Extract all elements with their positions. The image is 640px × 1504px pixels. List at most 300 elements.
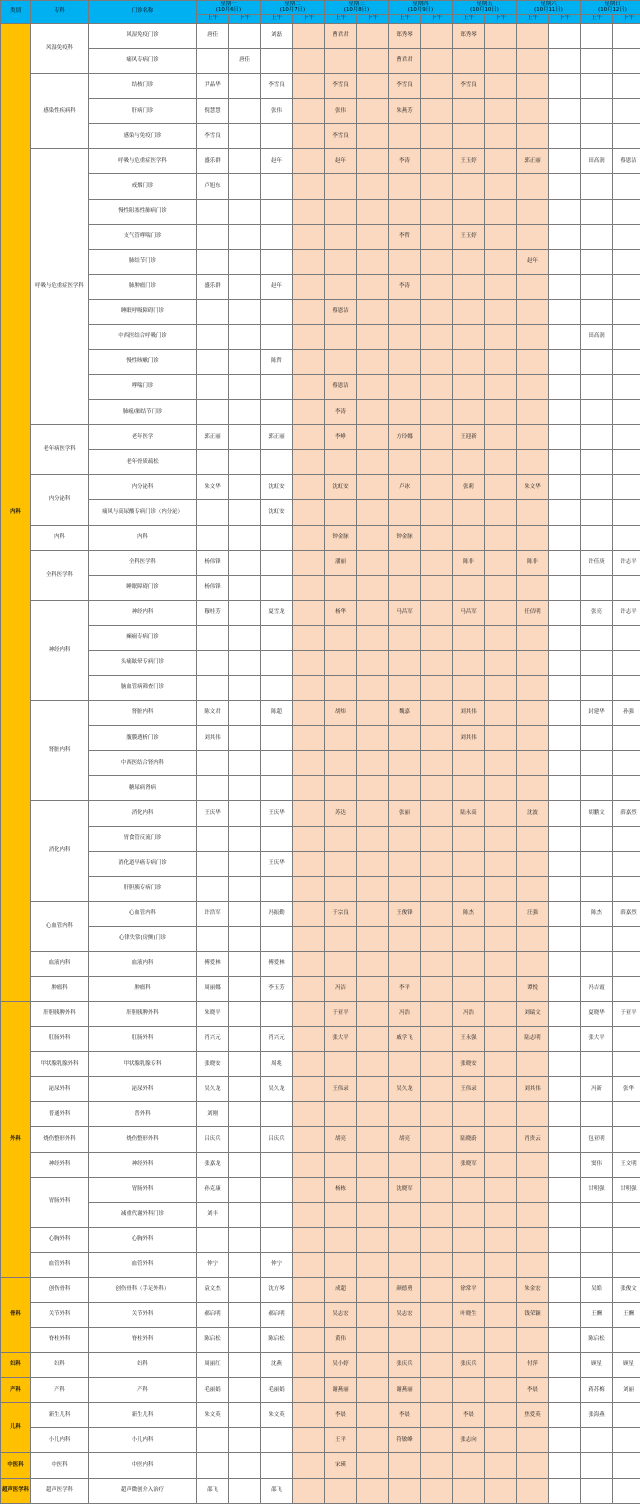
doctor-cell: 张大平	[325, 1027, 357, 1052]
doctor-cell	[325, 776, 357, 801]
doctor-cell	[453, 350, 485, 375]
doctor-cell	[453, 450, 485, 475]
clinic-name-cell[interactable]: 腹膜透析门诊	[89, 726, 197, 751]
doctor-cell	[229, 199, 261, 224]
doctor-cell	[485, 174, 517, 199]
clinic-name-cell[interactable]: 超声微创介入治疗	[89, 1478, 197, 1503]
doctor-cell: 肖贵云	[517, 1127, 549, 1152]
clinic-name-cell[interactable]: 结核门诊	[89, 74, 197, 99]
doctor-cell: 吴久龙	[389, 1077, 421, 1102]
clinic-name-cell[interactable]: 消化内科	[89, 801, 197, 826]
doctor-cell: 颜德勇	[389, 1277, 421, 1302]
doctor-cell	[485, 299, 517, 324]
doctor-cell	[421, 274, 453, 299]
doctor-cell: 苏达	[325, 801, 357, 826]
doctor-cell	[357, 801, 389, 826]
clinic-name-cell[interactable]: 肾脏内科	[89, 701, 197, 726]
doctor-cell	[485, 751, 517, 776]
doctor-cell	[453, 575, 485, 600]
doctor-cell	[453, 826, 485, 851]
clinic-name-cell[interactable]: 血管外科	[89, 1252, 197, 1277]
doctor-cell: 许志平	[613, 550, 640, 575]
clinic-name-cell[interactable]: 痛风与高尿酸专病门诊（内分泌）	[89, 500, 197, 525]
clinic-name-cell[interactable]: 糖尿病肾病	[89, 776, 197, 801]
doctor-cell: 许浩军	[197, 901, 229, 926]
doctor-cell: 胡亮	[389, 1127, 421, 1152]
clinic-name-cell[interactable]: 哮喘门诊	[89, 375, 197, 400]
table-row	[1, 400, 640, 425]
doctor-cell	[421, 726, 453, 751]
doctor-cell	[453, 199, 485, 224]
doctor-cell	[581, 851, 613, 876]
doctor-cell	[517, 24, 549, 49]
doctor-cell	[581, 876, 613, 901]
clinic-name-cell[interactable]: 肺结节门诊	[89, 249, 197, 274]
doctor-cell	[517, 274, 549, 299]
specialty-cell: 肾脏内科	[31, 701, 89, 801]
doctor-cell	[325, 1478, 357, 1503]
doctor-cell	[485, 1052, 517, 1077]
doctor-cell	[549, 500, 581, 525]
clinic-name-cell[interactable]: 肿瘤科	[89, 976, 197, 1001]
doctor-cell	[229, 1002, 261, 1027]
doctor-cell: 沈虹安	[261, 500, 293, 525]
doctor-cell	[549, 550, 581, 575]
doctor-cell	[293, 1428, 325, 1453]
doctor-cell	[549, 1277, 581, 1302]
clinic-name-cell[interactable]: 痛风专病门诊	[89, 49, 197, 74]
doctor-cell	[485, 1177, 517, 1202]
doctor-cell	[357, 1378, 389, 1403]
doctor-cell: 王迎新	[453, 425, 485, 450]
doctor-cell	[517, 525, 549, 550]
clinic-name-cell[interactable]: 新生儿科	[89, 1403, 197, 1428]
doctor-cell	[549, 274, 581, 299]
doctor-cell: 张庆兵	[389, 1353, 421, 1378]
doctor-cell	[389, 500, 421, 525]
doctor-cell: 郭正丽	[197, 425, 229, 450]
clinic-name-cell[interactable]: 心胸外科	[89, 1227, 197, 1252]
doctor-cell	[453, 776, 485, 801]
doctor-cell	[421, 1478, 453, 1503]
doctor-cell	[293, 475, 325, 500]
doctor-cell	[325, 826, 357, 851]
doctor-cell	[261, 926, 293, 951]
doctor-cell	[549, 1002, 581, 1027]
doctor-cell	[261, 299, 293, 324]
doctor-cell	[549, 324, 581, 349]
doctor-cell: 李平	[389, 976, 421, 1001]
doctor-cell: 王酬	[581, 1302, 613, 1327]
doctor-cell	[485, 1453, 517, 1478]
doctor-cell	[581, 224, 613, 249]
doctor-cell: 李玉芳	[261, 976, 293, 1001]
doctor-cell: 张晓军	[453, 1152, 485, 1177]
doctor-cell	[421, 776, 453, 801]
doctor-cell: 蔡恩洁	[325, 299, 357, 324]
doctor-cell: 杨伟锋	[197, 550, 229, 575]
clinic-name-cell[interactable]: 中西医结合呼吸门诊	[89, 324, 197, 349]
doctor-cell	[485, 901, 517, 926]
clinic-name-cell[interactable]: 创伤骨科（手足外科）	[89, 1277, 197, 1302]
doctor-cell	[549, 99, 581, 124]
doctor-cell: 田高润	[581, 324, 613, 349]
doctor-cell	[421, 24, 453, 49]
doctor-cell	[517, 926, 549, 951]
doctor-cell	[389, 650, 421, 675]
doctor-cell	[293, 299, 325, 324]
doctor-cell	[421, 826, 453, 851]
doctor-cell	[293, 951, 325, 976]
doctor-cell	[261, 525, 293, 550]
doctor-cell	[581, 650, 613, 675]
doctor-cell: 陈杰	[581, 901, 613, 926]
doctor-cell	[357, 74, 389, 99]
doctor-cell: 王平	[325, 1428, 357, 1453]
doctor-cell: 陈杰	[453, 901, 485, 926]
specialty-cell: 消化内科	[31, 801, 89, 901]
clinic-name-cell[interactable]: 睡眠呼吸障碍门诊	[89, 299, 197, 324]
doctor-cell	[357, 851, 389, 876]
doctor-cell	[229, 1353, 261, 1378]
clinic-name-cell[interactable]: 妇科	[89, 1353, 197, 1378]
clinic-name-cell[interactable]: 脑血管病筛查门诊	[89, 676, 197, 701]
doctor-cell: 李雪良	[389, 74, 421, 99]
doctor-cell	[613, 249, 640, 274]
doctor-cell	[613, 24, 640, 49]
doctor-cell	[261, 550, 293, 575]
doctor-cell	[485, 976, 517, 1001]
clinic-name-cell[interactable]: 慢性咳嗽门诊	[89, 350, 197, 375]
doctor-cell	[357, 174, 389, 199]
doctor-cell	[485, 650, 517, 675]
clinic-name-cell[interactable]: 肝胆胰脾外科	[89, 1002, 197, 1027]
doctor-cell	[549, 826, 581, 851]
clinic-name-cell[interactable]: 血液内科	[89, 951, 197, 976]
doctor-cell	[613, 99, 640, 124]
doctor-cell	[325, 500, 357, 525]
clinic-name-cell[interactable]: 中西医结合肾内科	[89, 751, 197, 776]
doctor-cell	[517, 701, 549, 726]
clinic-name-cell[interactable]: 心血管内科	[89, 901, 197, 926]
doctor-cell	[549, 1027, 581, 1052]
doctor-cell	[613, 1453, 640, 1478]
doctor-cell	[453, 1453, 485, 1478]
clinic-name-cell[interactable]: 消化道早癌专病门诊	[89, 851, 197, 876]
doctor-cell: 倪慧慧	[197, 99, 229, 124]
doctor-cell: 曹君君	[389, 49, 421, 74]
doctor-cell	[453, 1102, 485, 1127]
category-cell: 骨科	[1, 1277, 31, 1352]
doctor-cell	[261, 676, 293, 701]
clinic-name-cell[interactable]: 关节外科	[89, 1302, 197, 1327]
doctor-cell	[325, 249, 357, 274]
doctor-cell	[293, 224, 325, 249]
doctor-cell	[549, 24, 581, 49]
doctor-cell: 张海燕	[581, 1403, 613, 1428]
clinic-name-cell[interactable]: 烧伤整形外科	[89, 1127, 197, 1152]
doctor-cell	[517, 625, 549, 650]
doctor-cell: 黄伟	[325, 1328, 357, 1353]
doctor-cell	[485, 475, 517, 500]
clinic-name-cell[interactable]: 肝病门诊	[89, 99, 197, 124]
doctor-cell	[421, 1227, 453, 1252]
doctor-cell	[229, 625, 261, 650]
clinic-name-cell[interactable]: 风湿免疫门诊	[89, 24, 197, 49]
doctor-cell: 刘磊	[261, 24, 293, 49]
doctor-cell	[485, 1378, 517, 1403]
doctor-cell: 冯浩	[389, 1002, 421, 1027]
clinic-name-cell[interactable]: 心律失常(房颤)门诊	[89, 926, 197, 951]
doctor-cell: 曹君君	[325, 24, 357, 49]
doctor-cell	[549, 1127, 581, 1152]
doctor-cell	[485, 324, 517, 349]
clinic-name-cell[interactable]: 肛肠外科	[89, 1027, 197, 1052]
doctor-cell	[325, 1052, 357, 1077]
doctor-cell: 赵年	[325, 149, 357, 174]
doctor-cell: 刘其伟	[453, 726, 485, 751]
am-header: 上午	[197, 15, 229, 24]
doctor-cell: 王玉婷	[453, 149, 485, 174]
doctor-cell: 陈非	[453, 550, 485, 575]
doctor-cell	[357, 1277, 389, 1302]
doctor-cell	[421, 1252, 453, 1277]
doctor-cell	[517, 49, 549, 74]
doctor-cell	[517, 324, 549, 349]
doctor-cell	[197, 926, 229, 951]
clinic-name-cell[interactable]: 中医内科	[89, 1453, 197, 1478]
table-row	[1, 951, 640, 976]
doctor-cell	[357, 375, 389, 400]
clinic-name-cell[interactable]: 肺肿瘤门诊	[89, 274, 197, 299]
doctor-cell: 沈虹安	[261, 475, 293, 500]
doctor-cell	[261, 450, 293, 475]
clinic-name-cell[interactable]: 内科	[89, 525, 197, 550]
doctor-cell: 朱文英	[197, 1403, 229, 1428]
doctor-cell	[549, 199, 581, 224]
table-row	[1, 149, 640, 174]
doctor-cell	[293, 575, 325, 600]
clinic-name-cell[interactable]: 甲状腺乳腺专科	[89, 1052, 197, 1077]
doctor-cell: 李晨	[325, 1403, 357, 1428]
table-row	[1, 851, 640, 876]
doctor-cell	[229, 124, 261, 149]
doctor-cell	[229, 650, 261, 675]
doctor-cell	[517, 124, 549, 149]
doctor-cell: 魏嘉	[389, 701, 421, 726]
category-cell: 妇科	[1, 1353, 31, 1378]
doctor-cell: 叶晓生	[453, 1302, 485, 1327]
doctor-cell	[229, 1202, 261, 1227]
doctor-cell: 李雪良	[325, 124, 357, 149]
doctor-cell	[325, 751, 357, 776]
doctor-cell	[581, 1252, 613, 1277]
doctor-cell: 朱文英	[261, 1403, 293, 1428]
clinic-name-cell[interactable]: 老年骨质疏松	[89, 450, 197, 475]
clinic-name-cell[interactable]: 支气管哮喘门诊	[89, 224, 197, 249]
doctor-cell	[613, 926, 640, 951]
doctor-cell	[517, 1102, 549, 1127]
doctor-cell: 李涛	[389, 274, 421, 299]
doctor-cell	[549, 1227, 581, 1252]
clinic-name-cell[interactable]: 呼吸与危重症医学科	[89, 149, 197, 174]
doctor-cell	[613, 726, 640, 751]
doctor-cell	[229, 726, 261, 751]
doctor-cell	[389, 350, 421, 375]
doctor-cell	[325, 851, 357, 876]
doctor-cell: 尹晶华	[197, 74, 229, 99]
doctor-cell	[549, 1202, 581, 1227]
doctor-cell: 夏晓华	[581, 1002, 613, 1027]
doctor-cell: 陈启松	[261, 1328, 293, 1353]
doctor-cell	[293, 676, 325, 701]
doctor-cell	[389, 249, 421, 274]
specialty-cell: 小儿内科	[31, 1428, 89, 1453]
doctor-cell	[229, 24, 261, 49]
doctor-cell	[229, 926, 261, 951]
doctor-cell	[229, 99, 261, 124]
doctor-cell	[389, 726, 421, 751]
doctor-cell: 张嘉龙	[197, 1152, 229, 1177]
doctor-cell	[357, 1177, 389, 1202]
clinic-name-cell[interactable]: 癫痫专病门诊	[89, 625, 197, 650]
pm-header: 下午	[613, 15, 640, 24]
table-row	[1, 1052, 640, 1077]
clinic-name-cell[interactable]: 胃食管反流门诊	[89, 826, 197, 851]
doctor-cell	[485, 224, 517, 249]
table-row	[1, 1453, 640, 1478]
doctor-cell	[613, 74, 640, 99]
clinic-name-cell[interactable]: 慢性阻塞性肺病门诊	[89, 199, 197, 224]
doctor-cell	[261, 249, 293, 274]
doctor-cell	[229, 475, 261, 500]
doctor-cell	[453, 299, 485, 324]
doctor-cell	[293, 826, 325, 851]
doctor-cell	[581, 174, 613, 199]
doctor-cell: 赵年	[261, 149, 293, 174]
clinic-name-cell[interactable]: 普外科	[89, 1102, 197, 1127]
clinic-name-cell[interactable]: 神经外科	[89, 1152, 197, 1177]
specialty-cell: 全科医学科	[31, 550, 89, 600]
clinic-name-cell[interactable]: 肝胆胰专病门诊	[89, 876, 197, 901]
clinic-name-cell[interactable]: 感染与免疫门诊	[89, 124, 197, 149]
table-row	[1, 249, 640, 274]
doctor-cell	[581, 425, 613, 450]
doctor-cell	[613, 400, 640, 425]
doctor-cell	[485, 600, 517, 625]
table-row	[1, 199, 640, 224]
clinic-name-cell[interactable]: 脊柱外科	[89, 1328, 197, 1353]
doctor-cell	[453, 1177, 485, 1202]
doctor-cell: 朱金宏	[517, 1277, 549, 1302]
doctor-cell	[197, 400, 229, 425]
day-header: 星期六 (10月11日)	[517, 1, 581, 15]
doctor-cell	[229, 1328, 261, 1353]
clinic-name-cell[interactable]: 睡眠障碍门诊	[89, 575, 197, 600]
doctor-cell	[549, 676, 581, 701]
table-row	[1, 174, 640, 199]
doctor-cell	[357, 976, 389, 1001]
clinic-name-cell[interactable]: 产科	[89, 1378, 197, 1403]
doctor-cell	[421, 224, 453, 249]
table-row	[1, 299, 640, 324]
clinic-name-cell[interactable]: 内分泌科	[89, 475, 197, 500]
doctor-cell	[357, 274, 389, 299]
doctor-cell	[517, 1202, 549, 1227]
table-row	[1, 826, 640, 851]
doctor-cell	[421, 1378, 453, 1403]
clinic-name-cell[interactable]: 老年医学	[89, 425, 197, 450]
clinic-name-cell[interactable]: 泌尿外科	[89, 1077, 197, 1102]
table-row	[1, 1027, 640, 1052]
doctor-cell: 陈文君	[197, 701, 229, 726]
doctor-cell	[197, 500, 229, 525]
doctor-cell	[325, 199, 357, 224]
doctor-cell	[549, 851, 581, 876]
doctor-cell: 李哲	[389, 224, 421, 249]
doctor-cell	[421, 1102, 453, 1127]
doctor-cell	[293, 525, 325, 550]
category-cell: 超声医学科	[1, 1478, 31, 1503]
doctor-cell: 朱文华	[197, 475, 229, 500]
doctor-cell: 李涛	[389, 149, 421, 174]
doctor-cell	[389, 826, 421, 851]
doctor-cell	[485, 400, 517, 425]
doctor-cell	[229, 676, 261, 701]
doctor-cell	[549, 1403, 581, 1428]
doctor-cell	[261, 650, 293, 675]
doctor-cell	[549, 1102, 581, 1127]
clinic-name-cell[interactable]: 头痛眩晕专病门诊	[89, 650, 197, 675]
doctor-cell: 甘明强	[581, 1177, 613, 1202]
table-row	[1, 1302, 640, 1327]
doctor-cell	[517, 350, 549, 375]
doctor-cell	[613, 500, 640, 525]
doctor-cell	[613, 575, 640, 600]
doctor-cell: 刘瑞文	[517, 1002, 549, 1027]
doctor-cell: 张俊文	[613, 1277, 640, 1302]
clinic-name-cell[interactable]: 全科医学科	[89, 550, 197, 575]
doctor-cell	[613, 650, 640, 675]
clinic-name-cell[interactable]: 胃肠外科	[89, 1177, 197, 1202]
specialty-cell: 超声医学科	[31, 1478, 89, 1503]
doctor-cell	[357, 1077, 389, 1102]
doctor-cell	[485, 926, 517, 951]
doctor-cell	[485, 1202, 517, 1227]
clinic-name-cell[interactable]: 小儿内科	[89, 1428, 197, 1453]
doctor-cell	[389, 1102, 421, 1127]
doctor-cell	[229, 1077, 261, 1102]
clinic-name-cell[interactable]: 减重代谢外科门诊	[89, 1202, 197, 1227]
doctor-cell: 傅爱林	[197, 951, 229, 976]
clinic-name-cell[interactable]: 肺癌/肺结节门诊	[89, 400, 197, 425]
doctor-cell	[421, 1277, 453, 1302]
doctor-cell	[389, 400, 421, 425]
doctor-cell: 孙克康	[197, 1177, 229, 1202]
doctor-cell: 刘刚	[197, 1102, 229, 1127]
doctor-cell: 周丽红	[197, 1353, 229, 1378]
doctor-cell: 郑秀琴	[453, 24, 485, 49]
doctor-cell: 顾星	[581, 1353, 613, 1378]
doctor-cell	[549, 475, 581, 500]
doctor-cell: 张大平	[581, 1027, 613, 1052]
clinic-name-cell[interactable]: 神经内科	[89, 600, 197, 625]
doctor-cell	[453, 500, 485, 525]
clinic-name-cell[interactable]: 戒烟门诊	[89, 174, 197, 199]
doctor-cell	[261, 776, 293, 801]
doctor-cell	[293, 174, 325, 199]
doctor-cell	[581, 400, 613, 425]
